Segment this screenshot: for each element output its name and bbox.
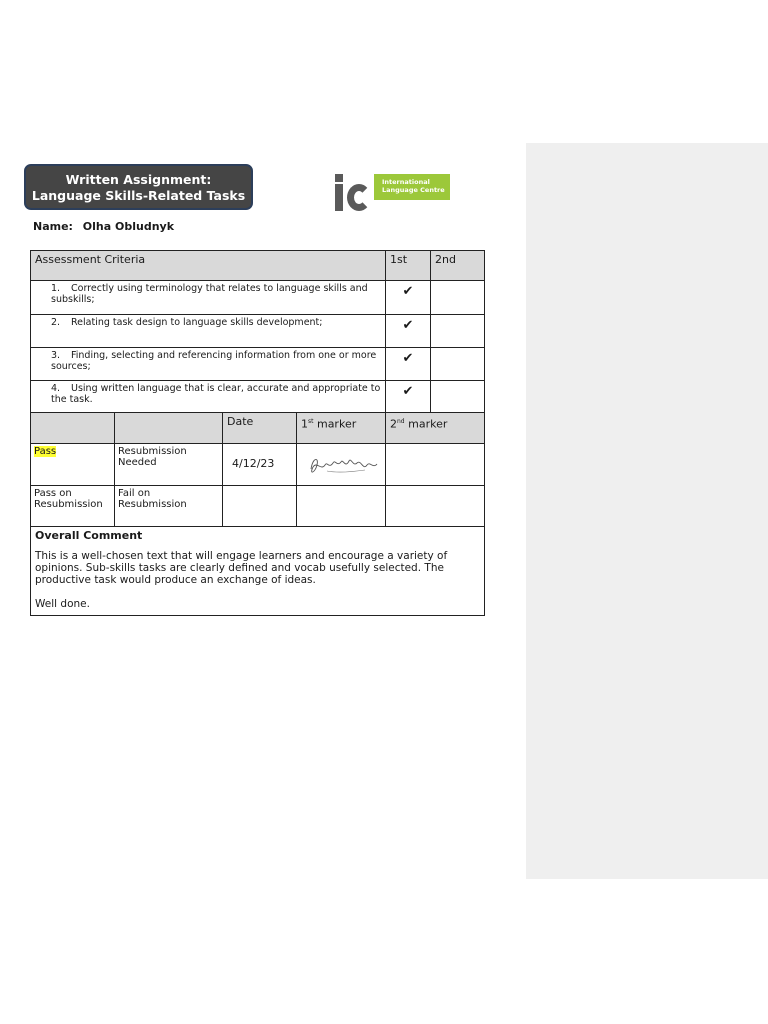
resubmission-date-cell bbox=[222, 485, 297, 527]
ilc-logo-mark bbox=[333, 172, 371, 212]
second-marker-signature-cell bbox=[385, 443, 485, 486]
overall-comment bbox=[30, 526, 485, 616]
overall-comment-text: This is a well-chosen text that will engage learners and encourage a variety of opinions. Sub-skills tasks are clearly defined and vocab usefully selected. The productive task would produce an exchange of ideas. bbox=[35, 550, 448, 586]
pass-cell bbox=[30, 443, 115, 486]
assessment-sheet bbox=[30, 250, 485, 616]
title-line-2: Language Skills-Related Tasks bbox=[31, 188, 246, 203]
criterion-1: 1. Correctly using terminology that relates to language skills and subskills; bbox=[30, 280, 386, 315]
first-marker-signature-cell bbox=[296, 443, 386, 486]
results-header-blank-2 bbox=[114, 412, 223, 444]
criterion-3-first-check: ✔ bbox=[385, 347, 431, 381]
criterion-2-first-check: ✔ bbox=[385, 314, 431, 348]
first-marker-header: 1st marker bbox=[296, 412, 386, 444]
criterion-1-first-check: ✔ bbox=[385, 280, 431, 315]
ilc-logo-text: International Language Centre bbox=[374, 174, 450, 200]
criterion-4-second bbox=[430, 380, 485, 413]
second-header: 2nd bbox=[430, 250, 485, 281]
first-header: 1st bbox=[385, 250, 431, 281]
criterion-2: 2. Relating task design to language skills development; bbox=[30, 314, 386, 348]
signature-image bbox=[307, 453, 379, 477]
criteria-header: Assessment Criteria bbox=[30, 250, 386, 281]
title-line-1: Written Assignment: bbox=[65, 172, 212, 187]
overall-comment-title: Overall Comment bbox=[35, 529, 143, 542]
criterion-2-second bbox=[430, 314, 485, 348]
second-marker-header: 2nd marker bbox=[385, 412, 485, 444]
pass-on-resubmission-cell: Pass on Resubmission bbox=[30, 485, 115, 527]
date-value: 4/12/23 bbox=[222, 443, 297, 486]
resubmission-second-marker-cell bbox=[385, 485, 485, 527]
resubmission-first-marker-cell bbox=[296, 485, 386, 527]
overall-comment-closing: Well done. bbox=[35, 598, 90, 610]
assignment-title bbox=[24, 164, 253, 210]
ilc-logo bbox=[333, 172, 453, 214]
name-label: Name: bbox=[33, 220, 73, 233]
criterion-4-first-check: ✔ bbox=[385, 380, 431, 413]
student-name bbox=[33, 220, 174, 233]
name-value: Olha Obludnyk bbox=[82, 220, 175, 233]
criterion-4: 4. Using written language that is clear, accurate and appropriate to the task. bbox=[30, 380, 386, 413]
pass-label: Pass bbox=[34, 446, 57, 457]
results-header-blank-1 bbox=[30, 412, 115, 444]
date-header: Date bbox=[222, 412, 297, 444]
resubmission-needed-cell: Resubmission Needed bbox=[114, 443, 223, 486]
criterion-3: 3. Finding, selecting and referencing information from one or more sources; bbox=[30, 347, 386, 381]
comment-panel bbox=[526, 143, 768, 879]
criterion-1-second bbox=[430, 280, 485, 315]
criterion-3-second bbox=[430, 347, 485, 381]
fail-on-resubmission-cell: Fail on Resubmission bbox=[114, 485, 223, 527]
